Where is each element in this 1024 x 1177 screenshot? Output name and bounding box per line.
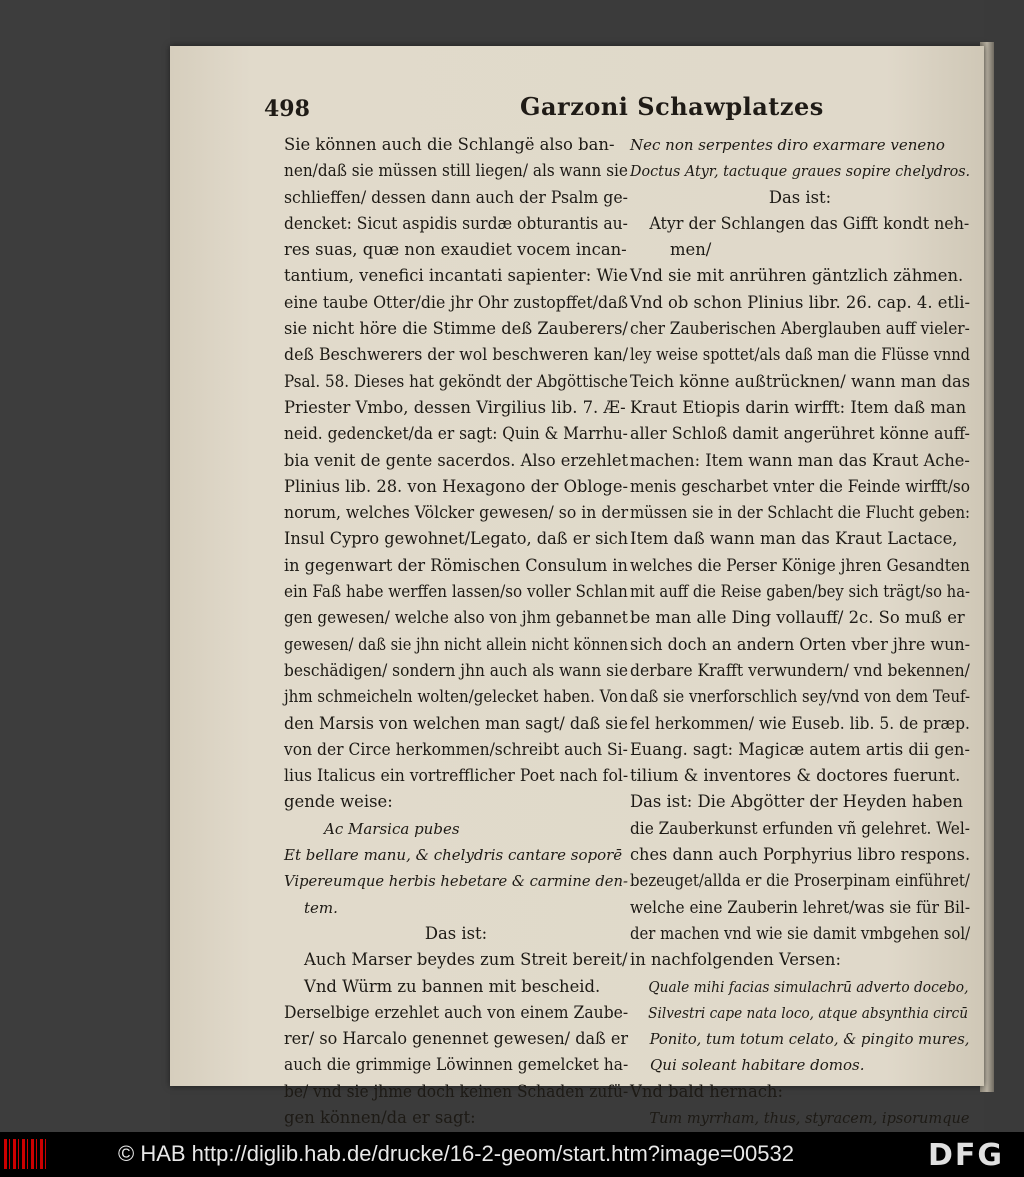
footer-bar — [0, 1132, 1024, 1177]
text-line: müssen sie in der Schlacht die Flucht geben: — [630, 503, 971, 523]
text-line: den Marsis von welchen man sagt/ daß sie — [284, 713, 629, 733]
text-line: Nec non serpentes diro exarmare veneno — [630, 136, 945, 154]
text-line: beschädigen/ sondern jhn auch als wann sie — [284, 660, 629, 680]
text-line: be/ vnd sie jhme doch keinen Schaden zufü- — [284, 1081, 629, 1101]
running-title: Garzoni Schawplatzes — [520, 92, 824, 121]
text-line: Das ist: — [768, 187, 832, 207]
text-line: von der Circe herkommen/schreibt auch Si- — [284, 739, 628, 759]
text-line: gende weise: — [284, 792, 393, 812]
text-line: Silvestri cape nata loco, atque absynthia circū — [648, 1003, 969, 1022]
text-line: fel herkommen/ wie Euseb. lib. 5. de præp. — [630, 713, 970, 733]
text-line: Vnd ob schon Plinius libr. 26. cap. 4. etli- — [630, 292, 970, 312]
text-line: Das ist: — [424, 923, 488, 943]
text-line: Psal. 58. Dieses hat geköndt der Abgöttische — [284, 371, 628, 391]
text-line: Qui soleant habitare domos. — [650, 1056, 865, 1075]
text-line: tantium, venefici incantati sapienter: Wie — [284, 266, 628, 286]
text-line: tilium & inventores & doctores fuerunt. — [630, 766, 961, 786]
text-line: Kraut Etiopis darin wirfft: Item daß man — [630, 397, 967, 417]
text-line: der machen vnd wie sie damit vmbgehen sol/ — [630, 923, 971, 943]
text-line: schlieffen/ dessen dann auch der Psalm ge- — [284, 187, 628, 207]
text-line: Vnd sie mit anrühren gäntzlich zähmen. — [630, 266, 964, 286]
text-line: men/ — [670, 240, 712, 260]
left-column — [284, 132, 628, 1132]
text-line: aller Schloß damit angerühret könne auff- — [630, 424, 970, 444]
text-line: Atyr der Schlangen das Gifft kondt neh- — [649, 213, 970, 233]
text-line: Euang. sagt: Magicæ autem artis dii gen- — [630, 739, 970, 759]
text-line: Quale mihi facias simulachrū adverto docebo, — [648, 977, 969, 996]
viewer-background-left — [0, 0, 170, 1132]
text-line: Das ist: Die Abgötter der Heyden haben — [630, 792, 963, 812]
text-line: Doctus Atyr, tactuque graues sopire chelydros. — [630, 162, 971, 181]
text-line: gen gewesen/ welche also von jhm gebannet — [284, 608, 628, 628]
right-column — [630, 132, 970, 1132]
text-line: die Zauberkunst erfunden vñ gelehret. Wel- — [630, 818, 970, 838]
text-line: rer/ so Harcalo genennet gewesen/ daß er — [284, 1029, 629, 1049]
text-line: Item daß wann man das Kraut Lactace, — [630, 529, 958, 549]
text-line: bia venit de gente sacerdos. Also erzehlet — [284, 450, 629, 470]
text-line: Auch Marser beydes zum Streit bereit/ — [304, 950, 628, 970]
text-line: dencket: Sicut aspidis surdæ obturantis au- — [284, 213, 628, 233]
text-line: tem. — [304, 898, 338, 917]
text-line: deß Beschwerers der wol beschweren kan/ — [284, 345, 629, 365]
text-line: menis gescharbet vnter die Feinde wirfft/so — [630, 476, 971, 496]
text-line: gewesen/ daß sie jhn nicht allein nicht können — [284, 634, 628, 654]
text-line: lius Italicus ein vortrefflicher Poet nach fol- — [284, 766, 629, 786]
text-line: be man alle Ding vollauff/ 2c. So muß er — [630, 608, 965, 628]
text-line: nen/daß sie müssen still liegen/ als wann sie — [284, 161, 628, 181]
text-line: welche eine Zauberin lehret/was sie für Bil- — [630, 897, 971, 917]
text-line: gen können/da er sagt: — [284, 1107, 476, 1127]
text-line: Sie können auch die Schlangë also ban- — [284, 135, 615, 154]
text-line: machen: Item wann man das Kraut Ache- — [630, 450, 970, 470]
page-header — [264, 92, 984, 124]
text-line: eine taube Otter/die jhr Ohr zustopffet/daß — [284, 292, 629, 312]
text-line: Vnd bald hernach: — [630, 1081, 783, 1101]
text-line: auch die grimmige Löwinnen gemelcket ha- — [284, 1055, 629, 1075]
text-line: ches dann auch Porphyrius libro respons. — [630, 845, 971, 865]
text-line: in gegenwart der Römischen Consulum in — [284, 555, 628, 575]
text-line: res suas, quæ non exaudiet vocem incan- — [284, 240, 627, 260]
dfg-logo: DFG — [928, 1138, 1005, 1173]
text-line: welches die Perser Könige jhren Gesandten — [630, 555, 970, 575]
text-line: Tum myrrham, thus, styracem, ipsorumque — [649, 1108, 970, 1127]
text-line: daß sie vnerforschlich sey/vnd von dem Teuf- — [630, 687, 971, 707]
text-line: Priester Vmbo, dessen Virgilius lib. 7. Æ- — [284, 397, 626, 417]
text-line: Plinius lib. 28. von Hexagono der Obloge- — [284, 476, 629, 496]
text-line: sich doch an andern Orten vber jhre wun- — [630, 634, 971, 654]
barcode-icon — [4, 1139, 46, 1169]
text-line: Vnd Würm zu bannen mit bescheid. — [304, 976, 601, 996]
text-line: Insul Cypro gewohnet/Legato, daß er sich — [284, 529, 629, 549]
text-line: Ac Marsica pubes — [324, 819, 460, 838]
text-line: neid. gedencket/da er sagt: Quin & Marrhu- — [284, 424, 628, 444]
text-line: Vipereumque herbis hebetare & carmine den- — [284, 872, 628, 891]
text-line: Teich könne außtrücknen/ wann man das — [630, 371, 971, 391]
footer-copyright-link[interactable]: © HAB http://diglib.hab.de/drucke/16-2-geom/start.htm?image=00532 — [118, 1141, 794, 1166]
scanned-page — [170, 46, 984, 1127]
text-line: mit auff die Reise gaben/bey sich trägt/so ha- — [630, 582, 971, 602]
text-line: cher Zauberischen Aberglauben auff vieler- — [630, 319, 970, 339]
text-line: norum, welches Völcker gewesen/ so in der — [284, 503, 629, 523]
text-line: derbare Krafft verwundern/ vnd bekennen/ — [630, 660, 970, 680]
text-line: jhm schmeicheln wolten/gelecket haben. Von — [284, 687, 628, 707]
text-line: ein Faß habe werffen lassen/so voller Schlan — [284, 582, 628, 602]
text-line: sie nicht höre die Stimme deß Zauberers/ — [284, 319, 628, 339]
text-line: Ponito, tum totum celato, & pingito mures, — [649, 1030, 970, 1049]
text-line: Et bellare manu, & chelydris cantare soporē — [284, 846, 623, 865]
text-line: Derselbige erzehlet auch von einem Zaube- — [284, 1002, 629, 1022]
page-number: 498 — [264, 96, 310, 122]
text-line: bezeuget/allda er die Proserpinam einführet/ — [630, 871, 970, 891]
text-line: ley weise spottet/als daß man die Flüsse vnnd — [630, 345, 970, 365]
text-line: in nachfolgenden Versen: — [630, 950, 842, 970]
